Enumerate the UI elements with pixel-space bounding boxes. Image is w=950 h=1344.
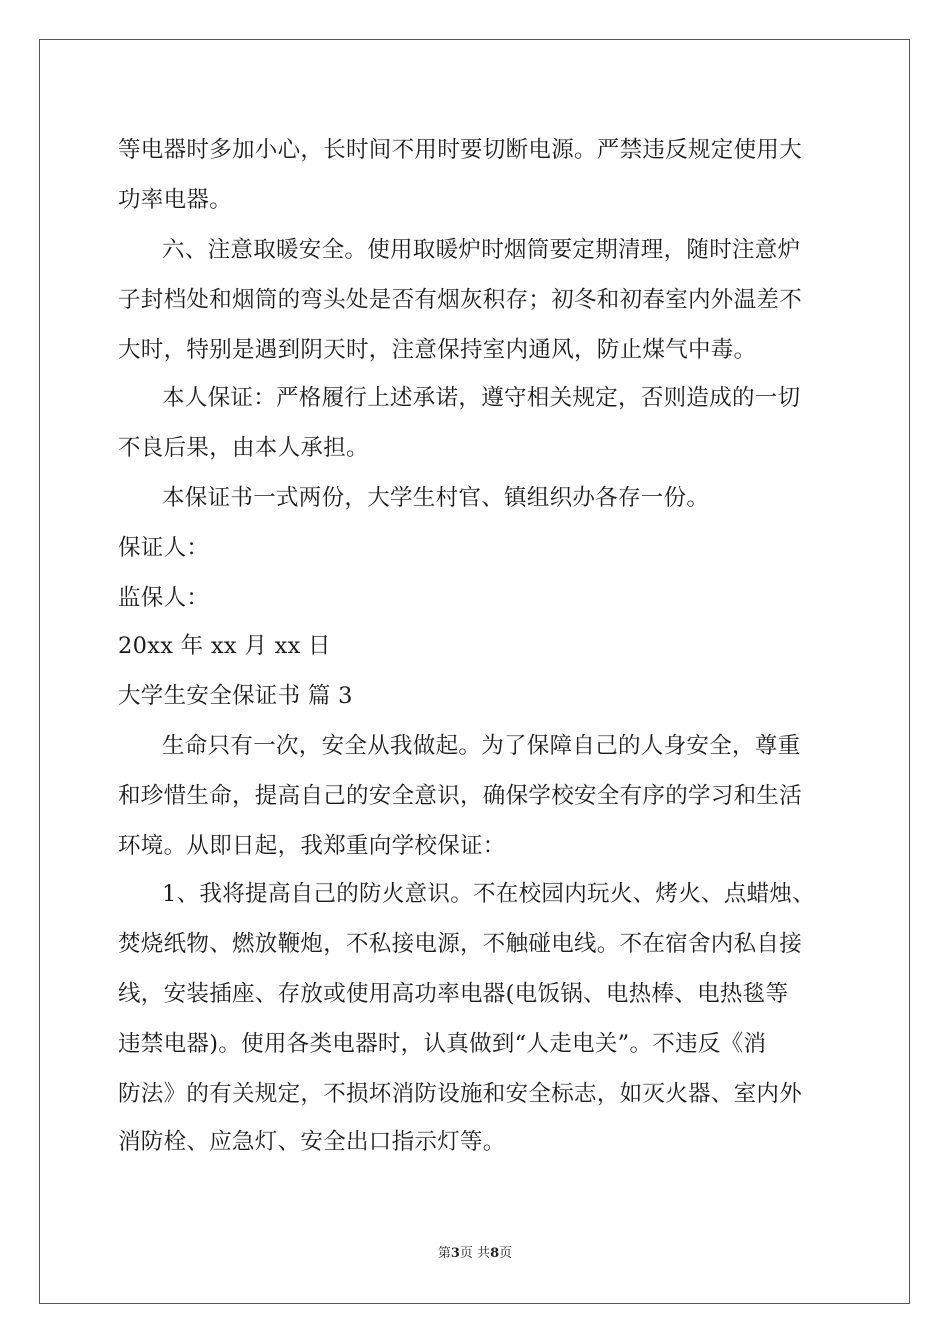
footer-suffix: 页	[499, 1246, 513, 1261]
text-line: 消防栓、应急灯、安全出口指示灯等。	[118, 1129, 506, 1155]
signature-label-supervisor: 监保人：	[118, 585, 210, 611]
date-line: 20xx 年 xx 月 xx 日	[118, 633, 331, 659]
text-line: 子封档处和烟筒的弯头处是否有烟灰积存；初冬和初春室内外温差不	[118, 287, 803, 313]
page-border	[39, 39, 910, 1304]
text-line: 防法》的有关规定，不损坏消防设施和安全标志，如灭火器、室内外	[118, 1081, 803, 1107]
signature-label-guarantor: 保证人：	[118, 535, 210, 561]
text-line: 焚烧纸物、燃放鞭炮，不私接电源，不触碰电线。不在宿舍内私自接	[118, 931, 803, 957]
text-line: 1、我将提高自己的防火意识。不在校园内玩火、烤火、点蜡烛、	[162, 881, 816, 907]
text-line: 和珍惜生命，提高自己的安全意识，确保学校安全有序的学习和生活	[118, 783, 803, 809]
footer-middle: 页 共	[459, 1246, 491, 1261]
footer-current-page: 3	[450, 1246, 460, 1261]
text-line: 大时，特别是遇到阴天时，注意保持室内通风，防止煤气中毒。	[118, 337, 757, 363]
text-line: 本人保证：严格履行上述承诺，遵守相关规定，否则造成的一切	[162, 385, 801, 411]
page-footer	[0, 1246, 950, 1262]
text-line: 违禁电器)。使用各类电器时，认真做到“人走电关”。不违反《消	[118, 1031, 767, 1057]
footer-total-pages: 8	[490, 1246, 500, 1261]
text-line: 生命只有一次，安全从我做起。为了保障自己的人身安全，尊重	[162, 733, 801, 759]
text-line: 环境。从即日起，我郑重向学校保证：	[118, 833, 506, 859]
footer-prefix: 第	[437, 1246, 451, 1261]
text-line: 等电器时多加小心，长时间不用时要切断电源。严禁违反规定使用大	[118, 137, 803, 163]
text-line: 功率电器。	[118, 187, 233, 213]
text-line: 线，安装插座、存放或使用高功率电器(电饭锅、电热棒、电热毯等	[118, 981, 789, 1007]
text-line: 本保证书一式两份，大学生村官、镇组织办各存一份。	[162, 485, 710, 511]
section-heading: 大学生安全保证书 篇 3	[118, 683, 353, 709]
text-line: 六、注意取暖安全。使用取暖炉时烟筒要定期清理，随时注意炉	[162, 237, 801, 263]
text-line: 不良后果，由本人承担。	[118, 435, 369, 461]
